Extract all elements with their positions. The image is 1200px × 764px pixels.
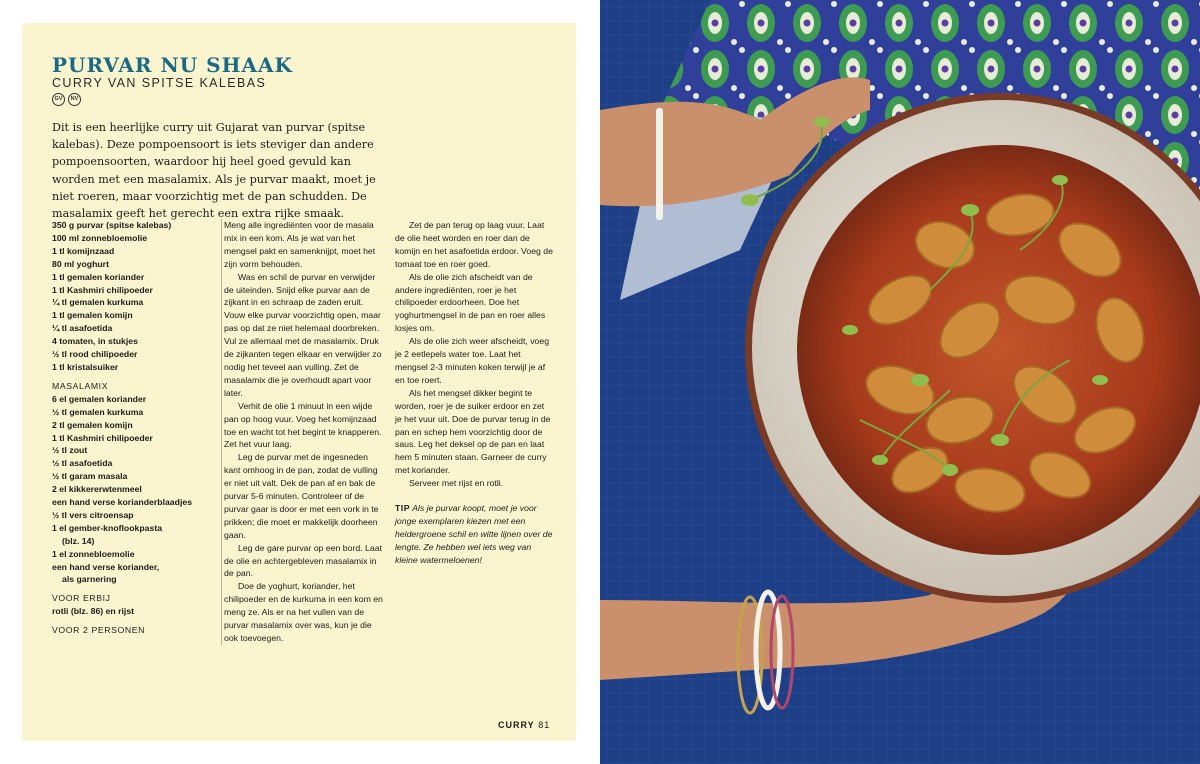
masala-ingredient: ½ tl zout [52,445,88,456]
ingredient: 350 g purvar (spitse kalebas) [52,220,172,230]
curry-photo-illustration [600,0,1200,764]
method-step: Leg de gare purvar op een bord. Laat de olie en achtergebleven masalamix in de pan. [224,542,382,579]
method-step: Zet de pan terug op laag vuur. Laat de olie heet worden en roer dan de komijn en het asafoetida erdoor. Voeg de tomaat toe en roer goed. [395,220,553,269]
curry-photo [600,0,1200,764]
method-column-1 [221,219,386,645]
masala-ingredient: ½ tl gemalen kurkuma [52,406,144,417]
masala-ingredient: een hand verse korianderblaadjes [52,497,193,508]
recipe-title: PURVAR NU SHAAK [52,53,293,77]
method-step: Verhit de olie 1 minuut in een wijde pan op hoog vuur. Voeg het komijnzaad toe en wacht tot het begint te knapperen. Zet het vuur laag. [224,400,382,450]
method-step: Als de olie zich weer afscheidt, voeg je 2 eetlepels water toe. Laat het mengsel 2-3 minuten koken terwijl je af en toe roert. [395,336,550,385]
ingredient: ½ tl rood chilipoeder [52,349,138,360]
nut-free-badge: NV [68,93,81,106]
tip-note [395,502,553,567]
masala-ingredient: 1 tl Kashmiri chilipoeder [52,432,153,443]
masala-ingredient: 6 el gemalen koriander [52,393,147,404]
method-step: Was en schil de purvar en verwijder de uiteinden. Snijd elke purvar aan de zijkant in en schraap de zaden eruit. Vouw elke purvar voorzichtig open, maar pas op dat ze niet helemaal doorbreken. Vul ze allemaal met de masalamix. Druk de zijkanten tegen elkaar en verwijder zo nodig het teveel aan vulling. Zet de masalamix die je overhoudt apart voor later. [224,271,382,398]
ingredient: 1 tl komijnzaad [52,245,115,256]
recipe-intro: Dit is een heerlijke curry uit Gujarat van purvar (spitse kalebas). Deze pompoensoort is iets steviger dan andere pompoensoorten, waardoor hij heel goed gevuld kan worden met een masalamix. Als je purvar maakt, moet je niet roeren, maar voorzichtig met de pan schudden. De masalamix geeft het gerecht een extra rijke smaak. [52,121,376,221]
masala-ingredient: ½ tl garam masala [52,471,128,482]
ingredient: 1 tl gemalen komijn [52,310,133,321]
method-step: Meng alle ingrediënten voor de masala mix in een kom. Als je wat van het mengsel pakt en samenknijpt, moet het zijn vorm behouden. [224,220,376,269]
serve-with: rotli (blz. 86) en rijst [52,606,135,617]
recipe-subtitle: CURRY VAN SPITSE KALEBAS [52,76,267,90]
ingredient: 1 tl gemalen koriander [52,271,145,282]
serve-heading: VOOR ERBIJ [52,593,111,604]
masala-ingredient: (blz. 14) [62,535,95,546]
ingredient: 1 tl Kashmiri chilipoeder [52,284,153,295]
masala-ingredient: 2 el kikkererwtenmeel [52,484,142,495]
section-name: CURRY [498,720,535,730]
masala-ingredient: 1 el gember-knoflookpasta [52,522,163,533]
method-step: Als de olie zich afscheidt van de andere ingrediënten, roer je het chilipoeder erdoorheen. Doe het yoghurtmengsel in de pan en roer alles losjes om. [395,271,546,334]
page-number: 81 [538,720,551,730]
tip-label: TIP [395,503,411,514]
method-step: Doe de yoghurt, koriander, het chilipoeder en de kurkuma in een kom en meng ze. Als er na het vullen van de purvar masalamix over was, kun je die ook toevoegen. [224,581,383,643]
ingredient: ¼ tl gemalen kurkuma [52,297,144,308]
masala-ingredient: een hand verse koriander, [52,561,160,572]
ingredient: 1 tl kristalsuiker [52,361,119,372]
method-step: Leg de purvar met de ingesneden kant omhoog in de pan, zodat de vulling er niet uit valt. Dek de pan af en bak de purvar 5-6 minuten. Controleer of de purvar gaar is door er met een vork in te prikken; die moet er makkelijk doorheen gaan. [224,452,379,540]
masala-ingredient: ½ tl asafoetida [52,458,113,469]
ingredient: 80 ml yoghurt [52,258,109,269]
masala-ingredient: 2 tl gemalen komijn [52,419,133,430]
masala-heading: MASALAMIX [52,380,109,391]
method-step: Serveer met rijst en rotli. [409,478,504,489]
tip-text: Als je purvar koopt, moet je voor jonge exemplaren kiezen met een heldergroene schil en witte lijnen over de lengte. Ze hebben wel iets weg van kleine watermeloenen! [395,503,553,565]
diet-badges [52,93,81,106]
gluten-free-badge: GV [52,93,65,106]
page-footer [498,720,550,730]
method-column-2 [395,219,553,567]
ingredient: 100 ml zonnebloemolie [52,232,148,243]
ingredient: 4 tomaten, in stukjes [52,336,138,347]
recipe-page [22,23,576,741]
masala-ingredient: ½ tl vers citroensap [52,509,134,520]
ingredients-column [52,219,202,637]
masala-ingredient: als garnering [62,574,117,585]
servings: VOOR 2 PERSONEN [52,625,145,636]
masala-ingredient: 1 el zonnebloemolie [52,548,135,559]
ingredient: ¼ tl asafoetida [52,323,113,334]
method-step: Als het mengsel dikker begint te worden, roer je de suiker erdoor en zet je het vuur uit. Doe de purvar terug in de pan en schep hem voorzichtig door de saus. Leg het deksel op de pan en laat hem 5 minuten staan. Garneer de curry met koriander. [395,387,551,476]
